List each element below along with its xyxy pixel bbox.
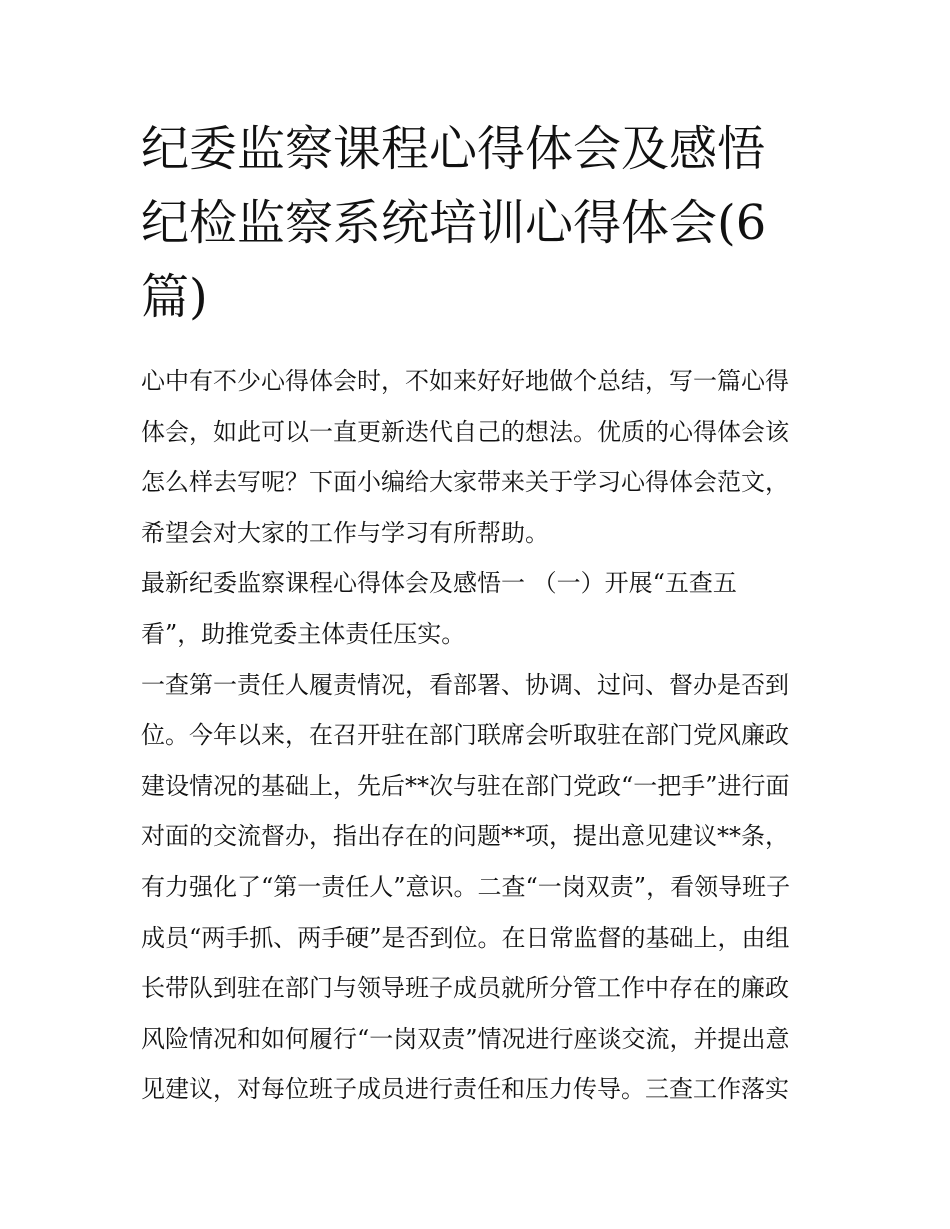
text-line: 希望会对大家的工作与学习有所帮助。: [141, 518, 549, 547]
title-line: 篇): [141, 269, 208, 325]
text-line: 最新纪委监察课程心得体会及感悟一 （一）开展“五查五: [141, 569, 737, 598]
text-line: 看”，助推党委主体责任压实。: [141, 619, 466, 648]
text-line: 成员“两手抓、两手硬”是否到位。在日常监督的基础上，由组: [141, 923, 790, 952]
text-line: 长带队到驻在部门与领导班子成员就所分管工作中存在的廉政: [141, 974, 789, 1003]
document-body: [141, 356, 831, 1115]
section-heading-paragraph: [141, 558, 831, 659]
text-line: 心中有不少心得体会时，不如来好好地做个总结，写一篇心得: [141, 367, 789, 395]
text-line: 对面的交流督办，指出存在的问题**项，提出意见建议**条，: [141, 822, 789, 851]
text-line: 体会，如此可以一直更新迭代自己的想法。优质的心得体会该: [141, 417, 789, 446]
text-line: 风险情况和如何履行“一岗双责”情况进行座谈交流，并提出意: [141, 1024, 790, 1053]
title-line: 纪检监察系统培训心得体会(6: [141, 195, 767, 251]
body-paragraph: [141, 660, 831, 1115]
document-title: [141, 112, 841, 334]
text-line: 一查第一责任人履责情况，看部署、协调、过问、督办是否到: [141, 670, 789, 699]
title-line: 纪委监察课程心得体会及感悟: [141, 121, 766, 177]
text-line: 怎么样去写呢？下面小编给大家带来关于学习心得体会范文，: [141, 468, 789, 497]
text-line: 建设情况的基础上，先后**次与驻在部门党政“一把手”进行面: [141, 771, 790, 800]
text-line: 见建议，对每位班子成员进行责任和压力传导。三查工作落实: [141, 1075, 789, 1104]
intro-paragraph: [141, 356, 831, 558]
text-line: 位。今年以来，在召开驻在部门联席会听取驻在部门党风廉政: [141, 721, 789, 750]
text-line: 有力强化了“第一责任人”意识。二查“一岗双责”，看领导班子: [141, 872, 791, 901]
